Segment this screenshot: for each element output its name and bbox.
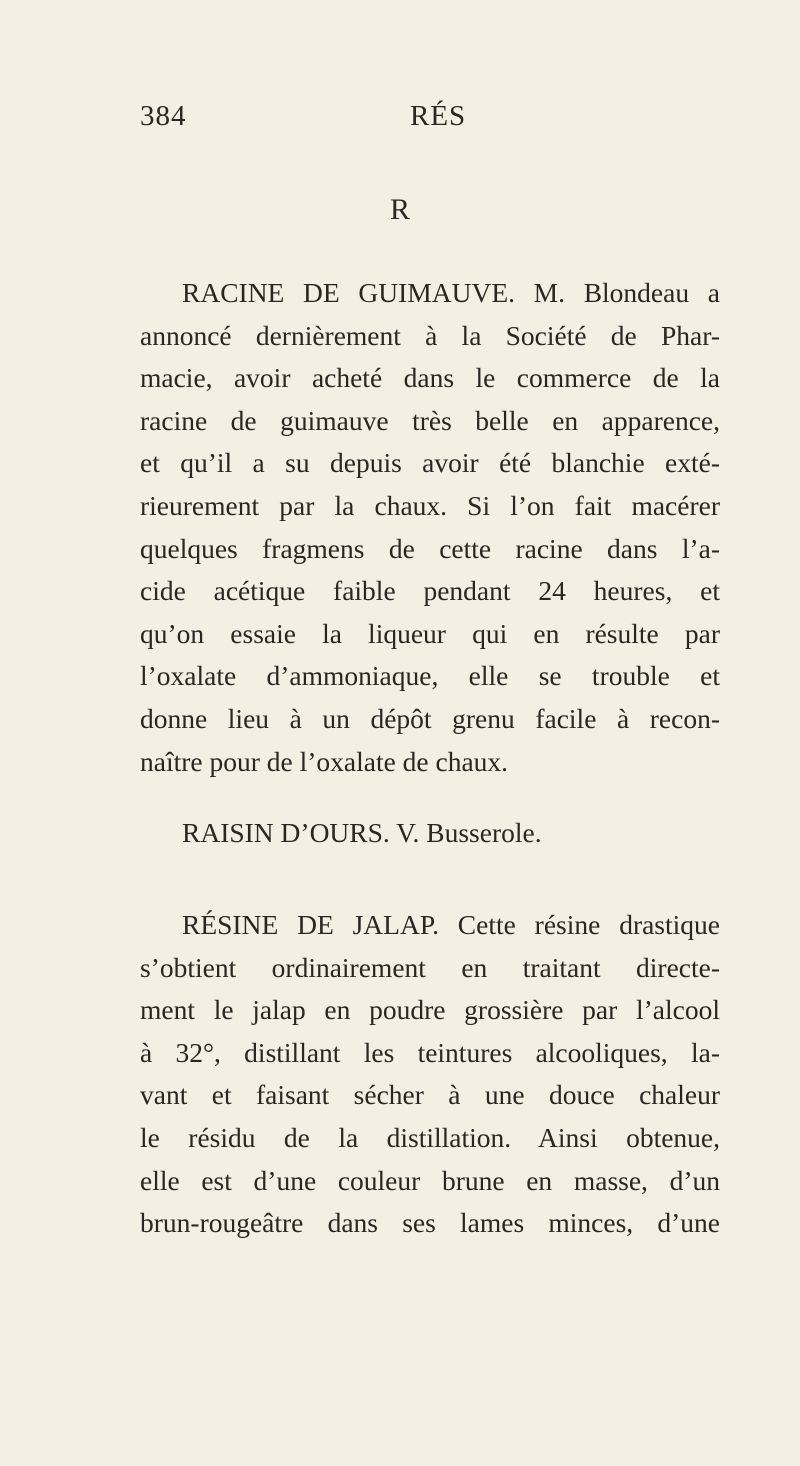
text-line: annoncé dernièrement à la Société de Phar- bbox=[140, 319, 720, 351]
text-line: rieurement par la chaux. Si l’on fait macérer bbox=[140, 489, 720, 521]
text-line: s’obtient ordinairement en traitant directe- bbox=[140, 951, 720, 983]
running-head bbox=[140, 100, 720, 140]
text-line: quelques fragmens de cette racine dans l’a- bbox=[140, 532, 720, 564]
text-line: cide acétique faible pendant 24 heures, et bbox=[140, 575, 720, 607]
text-line: racine de guimauve très belle en apparence, bbox=[140, 404, 720, 436]
text-line: naître pour de l’oxalate de chaux. bbox=[140, 745, 509, 777]
text-line: RAISIN D’OURS. V. Busserole. bbox=[182, 817, 542, 848]
text-line: et qu’il a su depuis avoir été blanchie exté- bbox=[140, 447, 720, 479]
text-line: à 32°, distillant les teintures alcooliques, la- bbox=[140, 1036, 720, 1068]
section-letter: R bbox=[389, 193, 410, 226]
text-line: RACINE DE GUIMAUVE. M. Blondeau a bbox=[182, 277, 720, 308]
text-line: l’oxalate d’ammoniaque, elle se trouble et bbox=[140, 660, 720, 692]
text-line: vant et faisant sécher à une douce chaleur bbox=[140, 1079, 720, 1111]
entry-resine-de-jalap bbox=[140, 904, 720, 1245]
text-line: elle est d’une couleur brune en masse, d’un bbox=[140, 1164, 720, 1196]
running-title: RÉS bbox=[410, 100, 467, 132]
page-number: 384 bbox=[140, 100, 187, 132]
entry-racine-de-guimauve bbox=[140, 272, 720, 783]
text-line: le résidu de la distillation. Ainsi obtenue, bbox=[140, 1121, 720, 1153]
text-line: RÉSINE DE JALAP. Cette résine drastique bbox=[182, 909, 720, 940]
text-line: ment le jalap en poudre grossière par l’alcool bbox=[140, 994, 720, 1026]
text-line: qu’on essaie la liqueur qui en résulte par bbox=[140, 617, 720, 649]
text-line: brun-rougeâtre dans ses lames minces, d’une bbox=[140, 1207, 720, 1239]
entry-raisin-d-ours bbox=[140, 812, 720, 855]
text-line: donne lieu à un dépôt grenu facile à recon- bbox=[140, 702, 720, 734]
text-line: macie, avoir acheté dans le commerce de la bbox=[140, 362, 720, 394]
